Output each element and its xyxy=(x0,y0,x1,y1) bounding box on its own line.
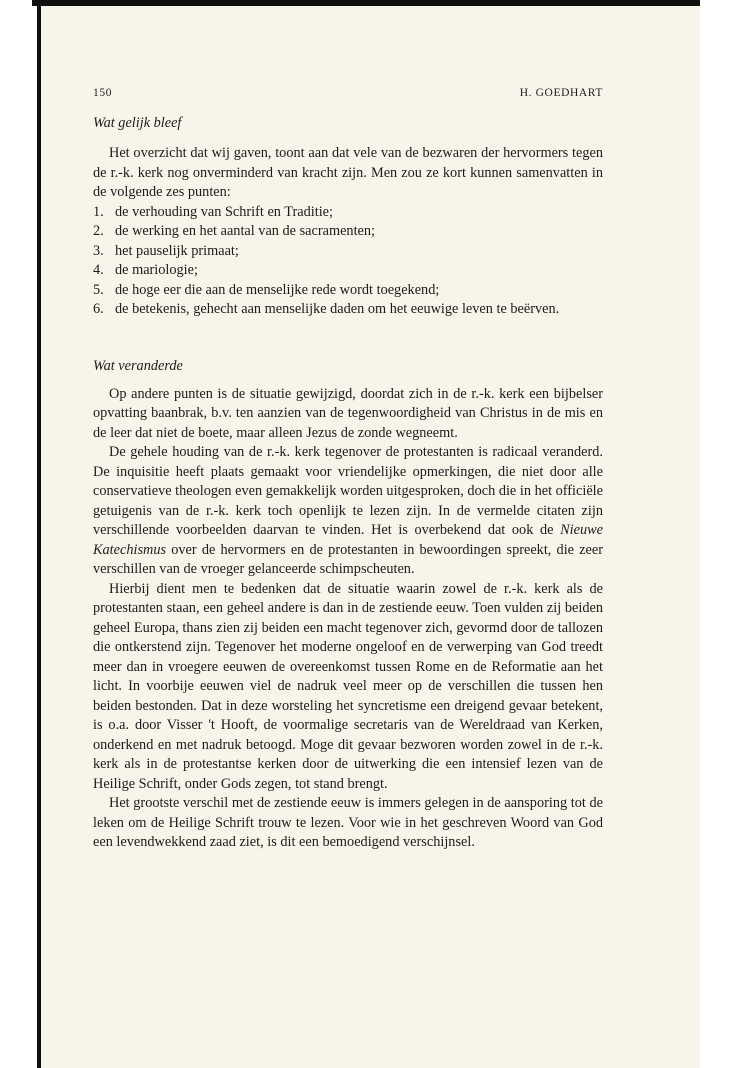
book-title-nieuwe-katechismus: Nieuwe Katechismus xyxy=(93,522,603,558)
item-text: het pauselijk primaat; xyxy=(115,242,239,259)
item-number: 4. xyxy=(93,262,104,278)
paragraph-houding-text-a: De gehele houding van de r.-k. kerk tegenover de protestanten is radicaal veranderd. De inquisitie heeft plaats gemaakt voor vriendelijke opmerkingen, die niet door alle conservatieve theologen even gemakkelijk worden uitgesproken, doch die in het officiële getuigenis van de r.-k. kerk toch openlijk te lezen zijn. In de vermelde citaten zijn verschillende voorbeelden daarvan te vinden. Het is overbekend dat ook de xyxy=(93,444,603,538)
paragraph-houding xyxy=(93,443,603,580)
paragraph-situatie: Op andere punten is de situatie gewijzigd, doordat zich in de r.-k. kerk een bijbelser opvatting baanbrak, b.v. ten aanzien van de tegenwoordigheid van Christus in de mis en de leer dat niet de boete, maar alleen Jezus de zonde wegneemt. xyxy=(93,385,603,441)
section-title-wat-gelijk-bleef: Wat gelijk bleef xyxy=(93,115,182,131)
item-text: de betekenis, gehecht aan menselijke daden om het eeuwige leven te beërven. xyxy=(115,301,560,317)
item-number: 1. xyxy=(93,203,104,220)
item-text: de hoge eer die aan de menselijke rede wordt toegekend; xyxy=(115,281,440,298)
paragraph-verschil: Het grootste verschil met de zestiende eeuw is immers gelegen in de aansporing tot de leken om de Heilige Schrift trouw te lezen. Voor wie in het geschreven Woord van God een levendwekkend zaad ziet, is dit een bemoedigend verschijnsel. xyxy=(93,795,603,850)
item-number: 6. xyxy=(93,301,104,317)
paragraph-hierbij: Hierbij dient men te bedenken dat de situatie waarin zowel de r.-k. kerk als de protestanten staan, een geheel andere is dan in de zestiende eeuw. Toen vulden zij beiden geheel Europa, thans zien zij beiden een macht tegenover zich, gevormd door de tallozen die ontkerstend zijn. Tegenover het moderne ongeloof en de verwerping van God treedt meer dan in vroegere eeuwen de overeenkomst tussen Rome en de Reformatie aan het licht. In voorbije eeuwen viel de nadruk veel meer op de verschillen die tussen hen beiden bestonden. Dat in deze worsteling het syncretisme een dreigend gevaar betekent, is o.a. door Visser 't Hooft, de voormalige secretaris van de Wereldraad van Kerken, onderkend en met nadruk betoogd. Moge dit gevaar bezworen worden zowel in de r.-k. kerk als in de protestantse kerken door de uitwerking die een intensief lezen van de Heilige Schrift, onder Gods zegen, tot stand brengt. xyxy=(93,580,603,792)
section-title-wat-veranderde: Wat veranderde xyxy=(93,357,183,374)
page-number: 150 xyxy=(93,87,113,99)
paragraph-intro: Het overzicht dat wij gaven, toont aan dat vele van de bezwaren der hervormers tegen de r.-k. kerk nog onverminderd van kracht zijn. Men zou ze kort kunnen samenvatten in de volgende zes punten: xyxy=(93,145,603,200)
list-item xyxy=(93,222,603,242)
text-block xyxy=(93,84,603,853)
points-list xyxy=(93,203,603,320)
list-item xyxy=(93,242,603,262)
list-item xyxy=(93,300,603,320)
item-text: de mariologie; xyxy=(115,262,198,278)
list-item xyxy=(93,203,603,223)
paragraph-houding-text-b: over de hervormers en de protestanten in bewoordingen spreekt, die zeer verschillen van de vroeger gelanceerde schimpscheuten. xyxy=(93,541,603,577)
item-number: 5. xyxy=(93,281,104,298)
author-name: H. GOEDHART xyxy=(519,87,603,99)
item-text: de werking en het aantal van de sacramenten; xyxy=(115,223,376,239)
item-number: 2. xyxy=(93,223,104,239)
list-item xyxy=(93,261,603,281)
item-text: de verhouding van Schrift en Traditie; xyxy=(115,203,333,220)
list-item xyxy=(93,281,603,301)
running-head xyxy=(93,84,603,103)
item-number: 3. xyxy=(93,242,104,259)
